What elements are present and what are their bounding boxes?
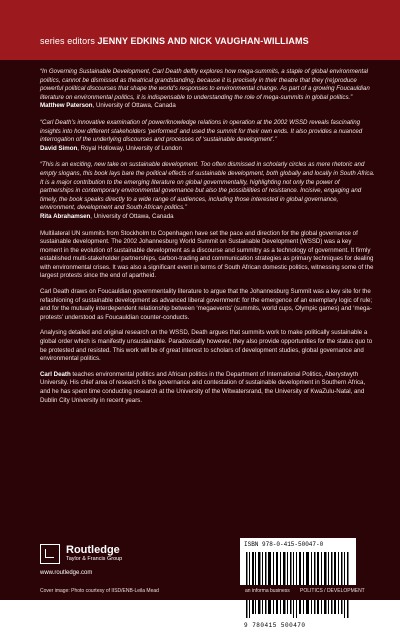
series-editors-names: JENNY EDKINS AND NICK VAUGHAN-WILLIAMS [97, 36, 309, 46]
endorsement-author: Rita Abrahamsen [40, 212, 91, 220]
cover-credit: Cover image: Photo courtesy of IISD/ENB-Leila Mead [40, 588, 159, 594]
author-bio-name: Carl Death [40, 370, 71, 378]
publisher-url[interactable]: www.routledge.com [40, 570, 93, 576]
endorsement-affiliation: , University of Ottawa, Canada [90, 212, 174, 220]
series-editors-line [0, 36, 400, 56]
endorsement-author: David Simon [40, 144, 78, 152]
endorsement [40, 119, 375, 153]
author-bio [40, 371, 375, 405]
publisher-group: Taylor & Francis Group [66, 556, 123, 562]
isbn-text: ISBN 978-0-415-50047-0 [244, 541, 324, 548]
endorsement [40, 161, 375, 221]
routledge-logo-icon [40, 544, 60, 564]
endorsement-quote: “In Governing Sustainable Development, Carl Death deftly explores how mega-summits, a staple of global environmental politics, cannot be dismissed as theatrical grandstanding, because it is precisely in their theatre that they (re)produce powerful political discourses that shape the world’s responses to environmental change. As part of a growing Foucauldian literature on environmental politics, it is indispensable to understanding the role of mega-summits in global politics.” [40, 68, 370, 101]
publisher-name: Routledge [66, 544, 120, 556]
header-bar [0, 0, 400, 60]
description-paragraph: Analysing detailed and original research on the WSSD, Death argues that summits work to make politically sustainable a global order which is manifestly unsustainable. Paradoxically however, they also provide opportunities for the status quo to be protested and resisted. This work will be of great interest to scholars of development studies, global governance and environmental politics. [40, 329, 373, 363]
endorsement-quote: “This is an exciting, new take on sustainable development. Too often dismissed in scholarly circles as mere rhetoric and empty slogans, this book lays bare the political effects of sustainable development, both globally and locally in South Africa. It is a major contribution to the emerging literature on global governmentality, highlighting not only the power of partnerships in contemporary environmental governance but also the possibilities of resistance. Incisive, engaging and timely, the book speaks directly to a wide range of audiences, including those interested in global governance, environment, development and South African politics.” [40, 161, 375, 212]
subject-category: POLITICS / DEVELOPMENT [300, 588, 365, 594]
imprint-text: an informa business [245, 588, 290, 594]
text-content [40, 68, 375, 412]
endorsement-quote: “Carl Death’s innovative examination of power/knowledge relations in operation at the 2002 WSSD reveals fascinating insights into how different stakeholders ‘performed’ and used the summit for their own ends. It also provides a nuanced interrogation of the underlying discourses and processes of ‘sustainable development’.” [40, 118, 363, 144]
series-editors-label: series editors [40, 36, 95, 46]
endorsement-affiliation: , University of Ottawa, Canada [92, 102, 176, 110]
endorsement-author: Matthew Paterson [40, 102, 93, 110]
isbn-digits: 9 780415 500470 [244, 622, 306, 629]
endorsement [40, 68, 375, 111]
endorsement-affiliation: , Royal Holloway, University of London [77, 144, 182, 152]
description-paragraph: Carl Death draws on Foucauldian governmentality literature to argue that the Johannesburg Summit was a key site for the refashioning of sustainable development as advanced liberal government: for the emergence of an exemplary logic of rule; and for the mutually interdependent relationship between ‘megaevents’ (summits, world cups, Olympic games) and ‘mega-protests’ understood as Foucauldian counter-conducts. [40, 288, 373, 321]
author-bio-text: teaches environmental politics and African politics in the Department of International Politics, Aberystwyth University. His chief area of research is the governance and contestation of sustainable development in Southern Africa, and he has spent time conducting research at the University of the Witwatersrand, the University of KwaZulu-Natal, and Dublin City University in recent years. [40, 370, 366, 404]
description-paragraph: Multilateral UN summits from Stockholm to Copenhagen have set the pace and direction for the global governance of sustainable development. The 2002 Johannesburg World Summit on Sustainable Development (WSSD) was a key moment in the evolution of sustainable development as a discourse and summitry as a technology of government. It firmly established multi-stakeholder partnerships, carbon-trading and communication strategies as primary techniques for dealing with environmental crises. It was also a significant event in terms of South African domestic politics, witnessing some of the largest protests since the end of apartheid. [40, 229, 374, 280]
footer-bar [0, 585, 400, 600]
